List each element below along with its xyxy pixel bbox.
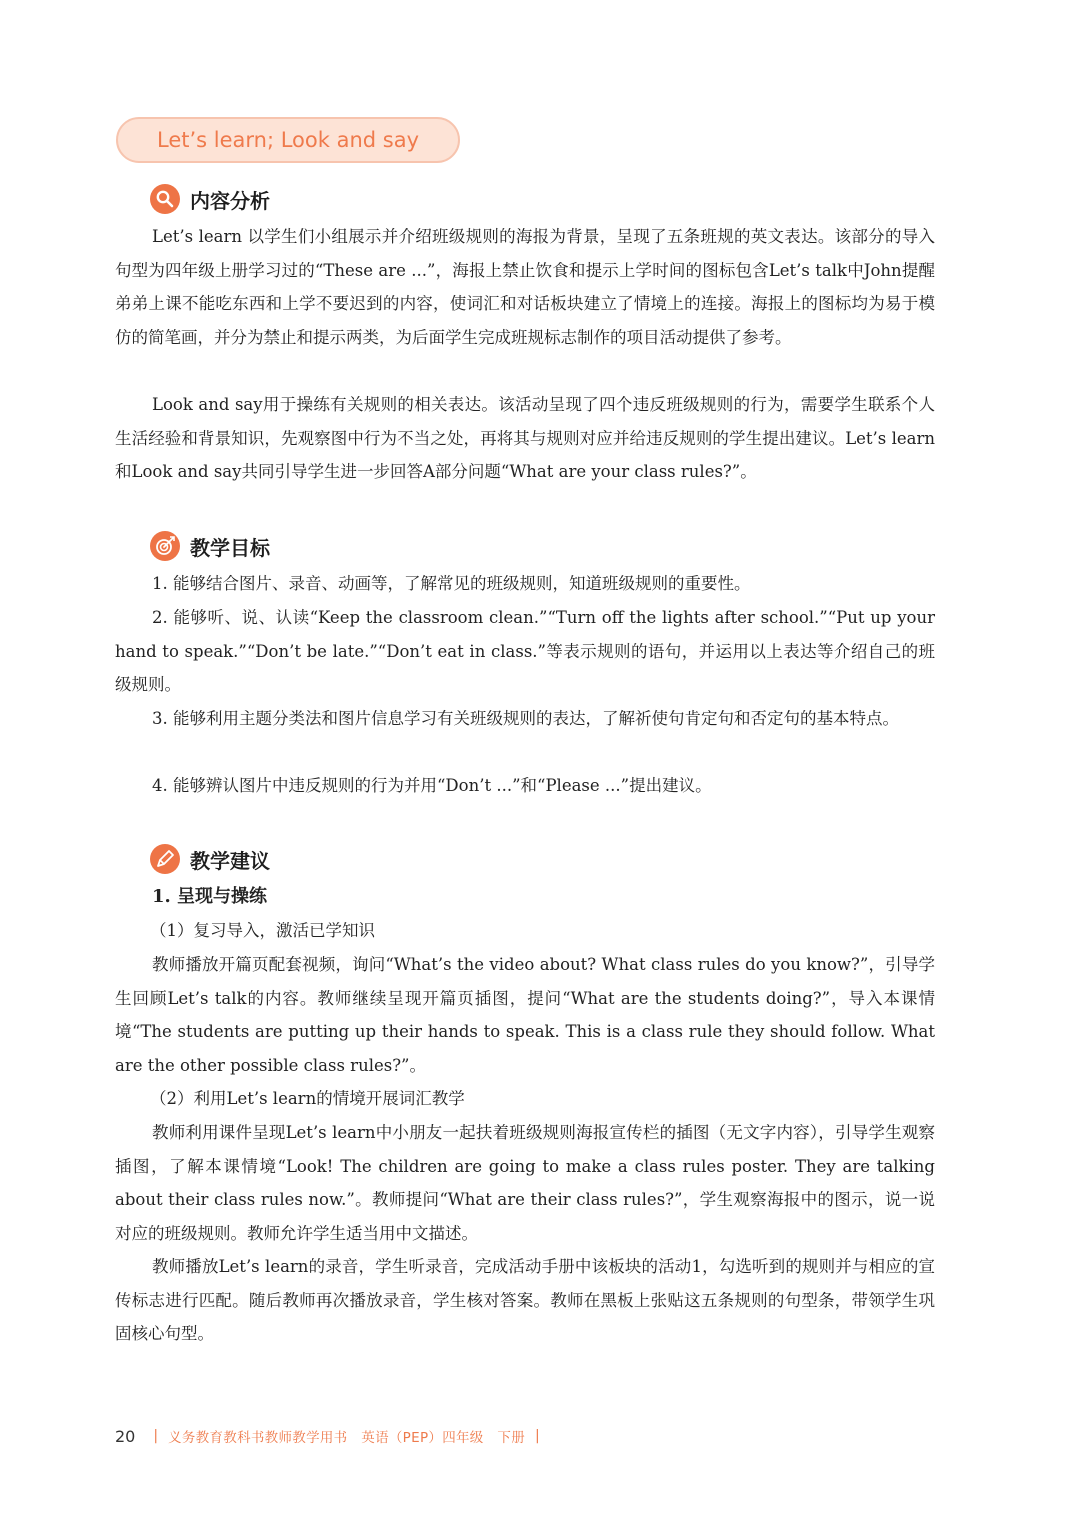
teaching-advice-title: 教学建议 (190, 848, 270, 873)
step-paragraph: 教师播放开篇页配套视频，询问“What’s the video about? What class rules do you know?”，引导学生回顾Let’s talk的内容。教师继续呈现开篇页插图，提问“What are the students doing?”，导入本课情境“The students are putting up their hands to speak. This is a class rule they should follow. What are the other possible class rules?”。 (115, 955, 935, 1075)
magnifier-icon (150, 184, 180, 214)
divider: | (153, 1428, 159, 1444)
teaching-goals-heading (150, 531, 270, 561)
teaching-advice-heading (150, 844, 270, 874)
divider: | (535, 1428, 540, 1444)
teaching-goals-title: 教学目标 (190, 535, 270, 560)
step-title: （1）复习导入，激活已学知识 (150, 921, 375, 940)
step-paragraph: 教师播放Let’s learn的录音，学生听录音，完成活动手册中该板块的活动1，勾选听到的规则并与相应的宣传标志进行匹配。随后教师再次播放录音，学生核对答案。教师在黑板上张贴这五条规则的句型条，带领学生巩固核心句型。 (115, 1257, 935, 1344)
page-number: 20 (115, 1426, 136, 1446)
goal-item: 3. 能够利用主题分类法和图片信息学习有关班级规则的表达，了解祈使句肯定句和否定句的基本特点。 (152, 709, 899, 728)
page-footer (115, 1426, 540, 1446)
content-paragraph: Look and say用于操练有关规则的相关表达。该活动呈现了四个违反班级规则的行为，需要学生联系个人生活经验和背景知识，先观察图中行为不当之处，再将其与规则对应并给违反规则的学生提出建议。Let’s learn 和Look and say共同引导学生进一步回答A部分问题“What are your class rules?”。 (115, 395, 935, 482)
advice-subheading: 1. 呈现与操练 (152, 886, 268, 907)
goal-item: 4. 能够辨认图片中违反规则的行为并用“Don’t ...”和“Please ...”提出建议。 (152, 776, 712, 795)
goal-item: 1. 能够结合图片、录音、动画等，了解常见的班级规则，知道班级规则的重要性。 (152, 574, 751, 593)
content-paragraph: Let’s learn 以学生们小组展示并介绍班级规则的海报为背景，呈现了五条班规的英文表达。该部分的导入句型为四年级上册学习过的“These are ...”，海报上禁止饮食和提示上学时间的图标包含Let’s talk中John提醒弟弟上课不能吃东西和上学不要迟到的内容，使词汇和对话板块建立了情境上的连接。海报上的图标均为易于模仿的简笔画，并分为禁止和提示两类，为后面学生完成班规标志制作的项目活动提供了参考。 (115, 227, 935, 347)
content-analysis-heading (150, 184, 270, 214)
step-paragraph: 教师利用课件呈现Let’s learn中小朋友一起扶着班级规则海报宣传栏的插图（无文字内容），引导学生观察插图，了解本课情境“Look! The children are going to make a class rules poster. They are talking about their class rules now.”。教师提问“What are their class rules?”，学生观察海报中的图示，说一说对应的班级规则。教师允许学生适当用中文描述。 (115, 1123, 935, 1243)
step-title: （2）利用Let’s learn的情境开展词汇教学 (150, 1089, 465, 1108)
section-banner (116, 117, 460, 163)
target-icon (150, 531, 180, 561)
goal-item: 2. 能够听、说、认读“Keep the classroom clean.”“Turn off the lights after school.”“Put up your hand to speak.”“Don’t be late.”“Don’t eat in class.”等表示规则的语句，并运用以上表达等介绍自己的班级规则。 (115, 608, 935, 695)
pencil-icon (150, 844, 180, 874)
banner-label: Let’s learn; Look and say (156, 128, 419, 152)
book-title: 义务教育教科书教师教学用书 英语（PEP）四年级 下册 (168, 1430, 525, 1446)
content-analysis-title: 内容分析 (190, 188, 270, 213)
